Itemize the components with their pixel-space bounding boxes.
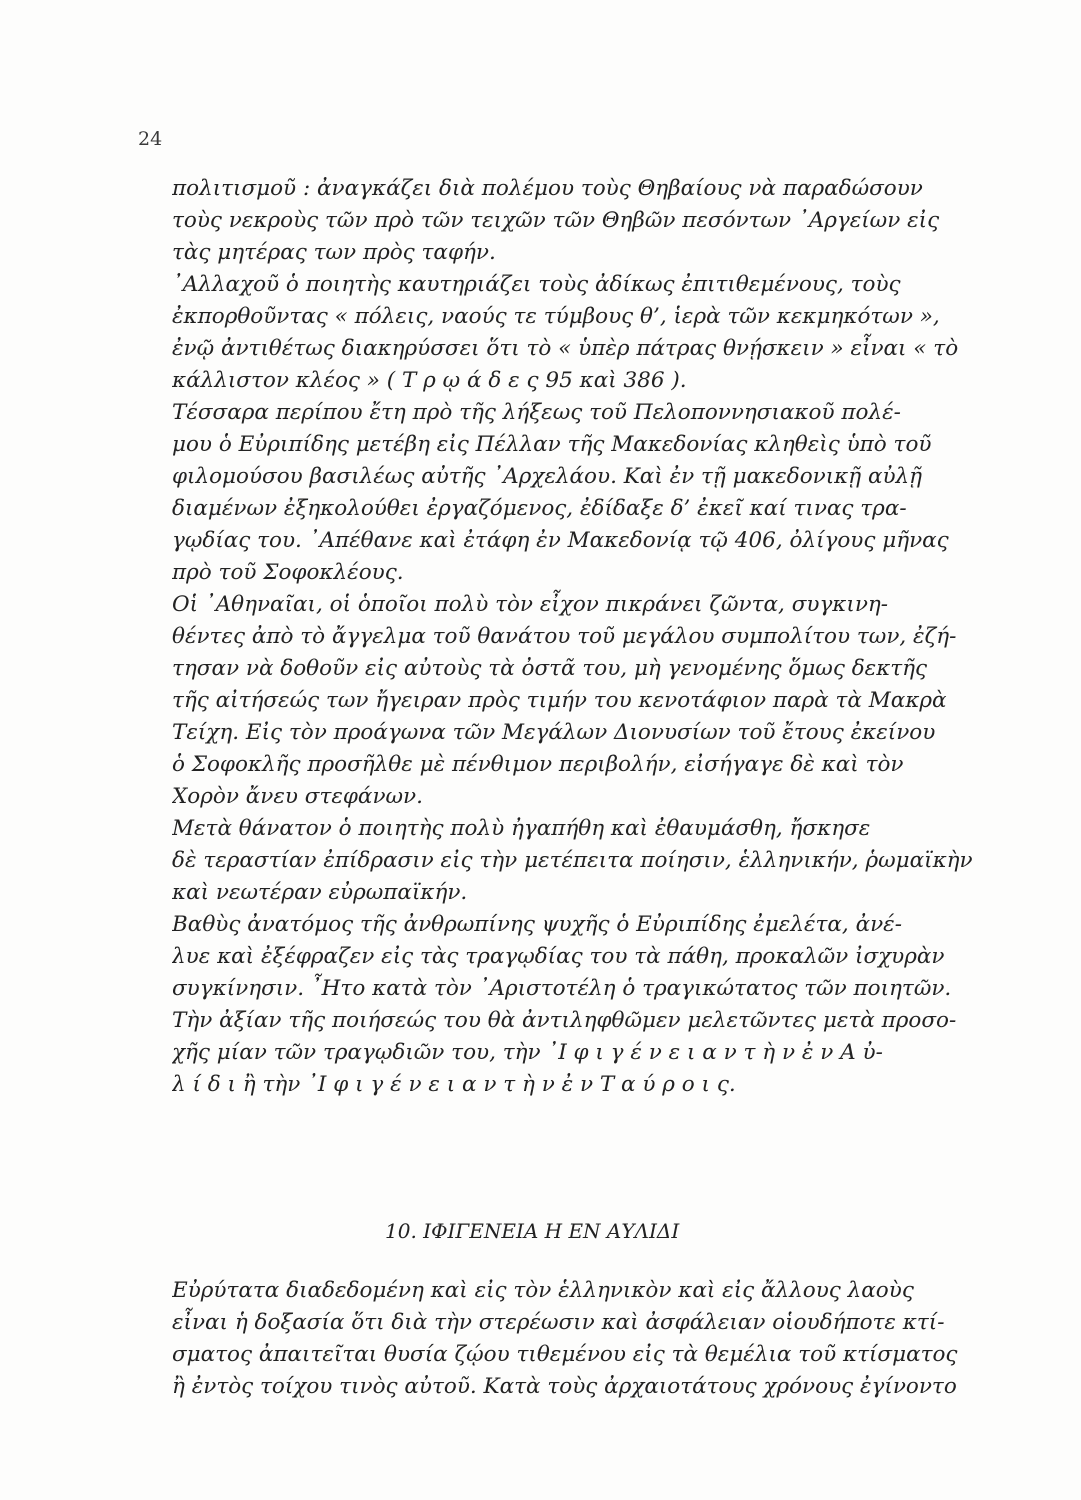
body-text-bottom — [172, 1275, 984, 1403]
text-line: Οἱ ᾿Αθηναῖαι, οἱ ὁποῖοι πολὺ τὸν εἶχον πικράνει ζῶντα, συγκινη- — [172, 592, 889, 617]
text-line: Τείχη. Εἰς τὸν προάγωνα τῶν Μεγάλων Διονυσίων τοῦ ἔτους ἐκείνου — [172, 720, 936, 745]
text-line: συγκίνησιν. ῏Ητο κατὰ τὸν ᾿Αριστοτέλη ὁ τραγικώτατος τῶν ποιητῶν. — [172, 976, 952, 1001]
text-line: Βαθὺς ἀνατόμος τῆς ἀνθρωπίνης ψυχῆς ὁ Εὐριπίδης ἐμελέτα, ἀνέ- — [172, 912, 902, 937]
text-line: Χορὸν ἄνευ στεφάνων. — [172, 784, 423, 809]
text-line: τὰς μητέρας των πρὸς ταφήν. — [172, 240, 496, 265]
text-line: ἐκπορθοῦντας « πόλεις, ναούς τε τύμβους θ’, ἱερὰ τῶν κεκμηκότων », — [172, 304, 940, 329]
text-line: τοὺς νεκροὺς τῶν πρὸ τῶν τειχῶν τῶν Θηβῶν πεσόντων ᾿Αργείων εἰς — [172, 208, 940, 233]
body-text-top — [172, 173, 984, 1101]
text-line: Τέσσαρα περίπου ἔτη πρὸ τῆς λήξεως τοῦ Πελοποννησιακοῦ πολέ- — [172, 400, 901, 425]
text-line: εἶναι ἡ δοξασία ὅτι διὰ τὴν στερέωσιν καὶ ἀσφάλειαν οἱουδήποτε κτί- — [172, 1310, 945, 1335]
section-heading: 10. ΙΦΙΓΕΝΕΙΑ Η ΕΝ ΑΥΛΙΔΙ — [385, 1219, 680, 1243]
text-line: διαμένων ἐξηκολούθει ἐργαζόμενος, ἐδίδαξε δ’ ἐκεῖ καί τινας τρα- — [172, 496, 907, 521]
text-line: ἐνῷ ἀντιθέτως διακηρύσσει ὅτι τὸ « ὑπὲρ πάτρας θνῄσκειν » εἶναι « τὸ — [172, 336, 959, 361]
text-line: Τὴν ἀξίαν τῆς ποιήσεώς του θὰ ἀντιληφθῶμεν μελετῶντες μετὰ προσο- — [172, 1008, 957, 1033]
text-line: Μετὰ θάνατον ὁ ποιητὴς πολὺ ἠγαπήθη καὶ ἐθαυμάσθη, ἤσκησε — [172, 816, 871, 841]
text-line: ᾿Αλλαχοῦ ὁ ποιητὴς καυτηριάζει τοὺς ἀδίκως ἐπιτιθεμένους, τοὺς — [172, 272, 901, 297]
text-line: δὲ τεραστίαν ἐπίδρασιν εἰς τὴν μετέπειτα ποίησιν, ἑλληνικήν, ῥωμαϊκὴν — [172, 848, 973, 873]
text-line: κάλλιστον κλέος » ( Τ ρ ῳ ά δ ε ς 95 καὶ 386 ). — [172, 368, 687, 393]
text-line: ἢ ἐντὸς τοίχου τινὸς αὐτοῦ. Κατὰ τοὺς ἀρχαιοτάτους χρόνους ἐγίνοντο — [172, 1374, 957, 1399]
page-number: 24 — [138, 128, 163, 150]
text-line: πολιτισμοῦ : ἀναγκάζει διὰ πολέμου τοὺς Θηβαίους νὰ παραδώσουν — [172, 176, 923, 201]
text-line: χῆς μίαν τῶν τραγῳδιῶν του, τὴν ᾿Ι φ ι γ έ ν ε ι α ν τ ὴ ν ἐ ν Α ὐ- — [172, 1040, 883, 1065]
text-line: Εὐρύτατα διαδεδομένη καὶ εἰς τὸν ἑλληνικὸν καὶ εἰς ἄλλους λαοὺς — [172, 1278, 914, 1303]
text-line: σματος ἀπαιτεῖται θυσία ζῴου τιθεμένου εἰς τὰ θεμέλια τοῦ κτίσματος — [172, 1342, 958, 1367]
text-line: θέντες ἀπὸ τὸ ἄγγελμα τοῦ θανάτου τοῦ μεγάλου συμπολίτου των, ἐζή- — [172, 624, 957, 649]
text-line: καὶ νεωτέραν εὐρωπαϊκήν. — [172, 880, 468, 905]
text-line: πρὸ τοῦ Σοφοκλέους. — [172, 560, 404, 585]
text-line: τησαν νὰ δοθοῦν εἰς αὐτοὺς τὰ ὀστᾶ του, μὴ γενομένης ὅμως δεκτῆς — [172, 656, 928, 681]
text-line: τῆς αἰτήσεώς των ἤγειραν πρὸς τιμήν του κενοτάφιον παρὰ τὰ Μακρὰ — [172, 688, 947, 713]
text-line: μου ὁ Εὐριπίδης μετέβη εἰς Πέλλαν τῆς Μακεδονίας κληθεὶς ὑπὸ τοῦ — [172, 432, 932, 457]
text-line: λ ί δ ι ἢ τὴν ᾿Ι φ ι γ έ ν ε ι α ν τ ὴ ν ἐ ν Τ α ύ ρ ο ι ς. — [172, 1072, 736, 1097]
text-line: λυε καὶ ἐξέφραζεν εἰς τὰς τραγῳδίας του τὰ πάθη, προκαλῶν ἰσχυρὰν — [172, 944, 945, 969]
text-line: γῳδίας του. ᾿Απέθανε καὶ ἐτάφη ἐν Μακεδονίᾳ τῷ 406, ὀλίγους μῆνας — [172, 528, 949, 553]
text-line: ὁ Σοφοκλῆς προσῆλθε μὲ πένθιμον περιβολήν, εἰσήγαγε δὲ καὶ τὸν — [172, 752, 904, 777]
text-line: φιλομούσου βασιλέως αὐτῆς ᾿Αρχελάου. Καὶ ἐν τῇ μακεδονικῇ αὐλῇ — [172, 464, 923, 489]
